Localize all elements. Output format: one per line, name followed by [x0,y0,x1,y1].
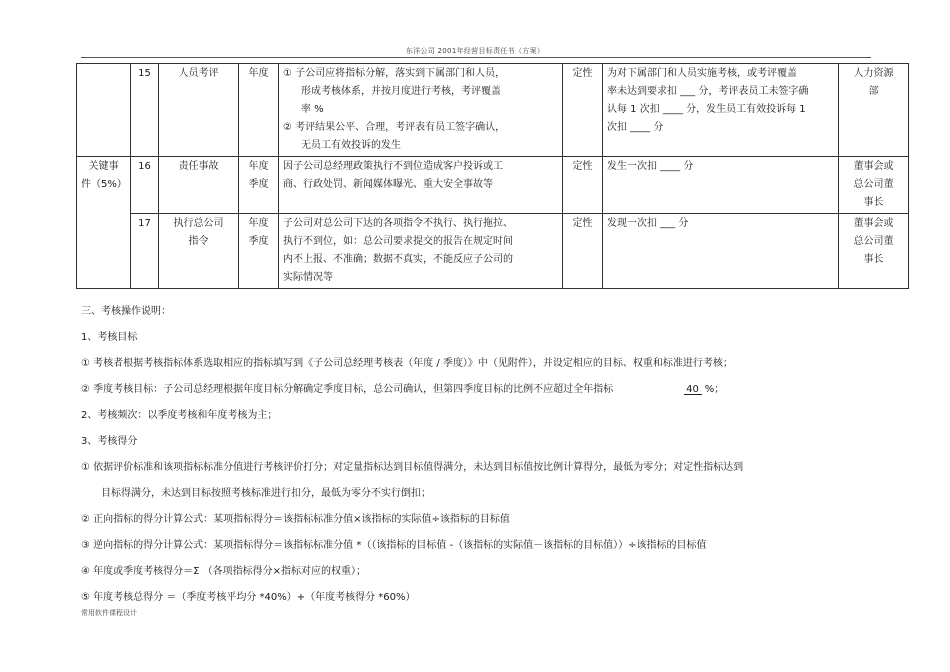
kpi-table [76,63,909,289]
item-cell: 责任事故 [159,157,239,214]
standard-cell [603,64,839,157]
category-cell [77,64,131,157]
item-cell: 人员考评 [159,64,239,157]
paragraph: ② 正向指标的得分计算公式：某项指标得分＝该指标标准分值×该指标的实际值÷该指标的目标值 [81,514,510,525]
page-header: 东洋公司 2001年经营目标责任书（方案） [405,47,545,55]
description-line: 商、行政处罚、新闻媒体曝光、重大安全事故等 [283,179,493,190]
table-row [77,214,909,289]
type-cell: 定性 [563,64,603,157]
subsection-title: 3、考核得分 [81,436,138,447]
index-cell: 15 [131,64,159,157]
description-line: 因子公司总经理政策执行不到位造成客户投诉或工 [283,161,503,172]
description-line: ② 考评结果公平、合理，考评表有员工签字确认， [283,122,506,133]
assessor-cell: 董事会或 总公司董 事长 [839,157,909,214]
paragraph: ③ 逆向指标的得分计算公式：某项指标得分＝该指标标准分值 *（（该指标的目标值 -（该指标的实际值－该指标的目标值））÷该指标的目标值 [81,540,707,551]
page-footer: 常用软件课程设计 [81,609,137,617]
item-cell: 执行总公司 指令 [159,214,239,289]
assessor-cell: 人力资源 部 [839,64,909,157]
table-row [77,157,909,214]
description-line: 率 % [301,104,324,115]
description-line: 形成考核体系，并按月度进行考核，考评覆盖 [301,86,501,97]
paragraph: 目标得满分，未达到目标按照考核标准进行扣分，最低为零分不实行倒扣； [101,488,431,499]
paragraph: ① 考核者根据考核指标体系选取相应的指标填写到《子公司总经理考核表（年度 / 季度）》中（见附件），并设定相应的目标、权重和标准进行考核； [81,358,733,369]
category-cell: 关键事 件（5%） [77,157,131,289]
description-line: 执行不到位，如：总公司要求提交的报告在规定时间 [283,236,513,247]
paragraph: ⑤ 年度考核总得分 ＝（季度考核平均分 *40%）+（年度考核得分 *60%） [81,592,416,603]
target-ratio-value: 40 [684,383,702,395]
paragraph [81,383,724,397]
description-line: 子公司对总公司下达的各项指令不执行、执行拖拉、 [283,218,513,229]
standard-cell [603,157,839,214]
paragraph: 2、考核频次：以季度考核和年度考核为主； [81,410,278,421]
paragraph: ④ 年度或季度考核得分＝Σ （各项指标得分×指标对应的权重）； [81,566,367,577]
type-cell: 定性 [563,214,603,289]
paragraph-text: %； [704,384,725,395]
standard-line: 率未达到要求扣 ___ 分，考评表员工未签字确 [607,86,809,97]
paragraph: ① 依据评价标准和该项指标标准分值进行考核评价打分；对定量指标达到目标值得满分，未达到目标值按比例计算得分，最低为零分；对定性指标达到 [81,462,744,473]
description-line: 内不上报、不准确；数据不真实，不能反应子公司的 [283,254,513,265]
period-cell: 年度 [239,64,279,157]
standard-line: 发生一次扣 ____ 分 [607,161,694,172]
standard-cell [603,214,839,289]
assessor-cell: 董事会或 总公司董 事长 [839,214,909,289]
standard-line: 为对下属部门和人员实施考核，或考评覆盖 [607,68,797,79]
period-cell: 年度 季度 [239,157,279,214]
standard-line: 认每 1 次扣 ____ 分，发生员工有效投诉每 1 [607,104,806,115]
description-cell [279,214,563,289]
period-cell: 年度 季度 [239,214,279,289]
subsection-title: 1、考核目标 [81,332,138,343]
description-line: 无员工有效投诉的发生 [301,140,401,151]
table-row [77,64,909,157]
type-cell: 定性 [563,157,603,214]
header-rule [81,57,871,58]
section-title: 三、考核操作说明： [81,306,171,317]
standard-line: 发现一次扣 ___ 分 [607,218,689,229]
paragraph-text: ② 季度考核目标：子公司总经理根据年度目标分解确定季度目标，总公司确认，但第四季度目标的比例不应超过全年指标 [81,384,614,395]
index-cell: 16 [131,157,159,214]
index-cell: 17 [131,214,159,289]
description-cell [279,64,563,157]
description-line: 实际情况等 [283,272,333,283]
description-cell [279,157,563,214]
description-line: ① 子公司应将指标分解，落实到下属部门和人员， [283,68,506,79]
standard-line: 次扣 ____ 分 [607,122,664,133]
